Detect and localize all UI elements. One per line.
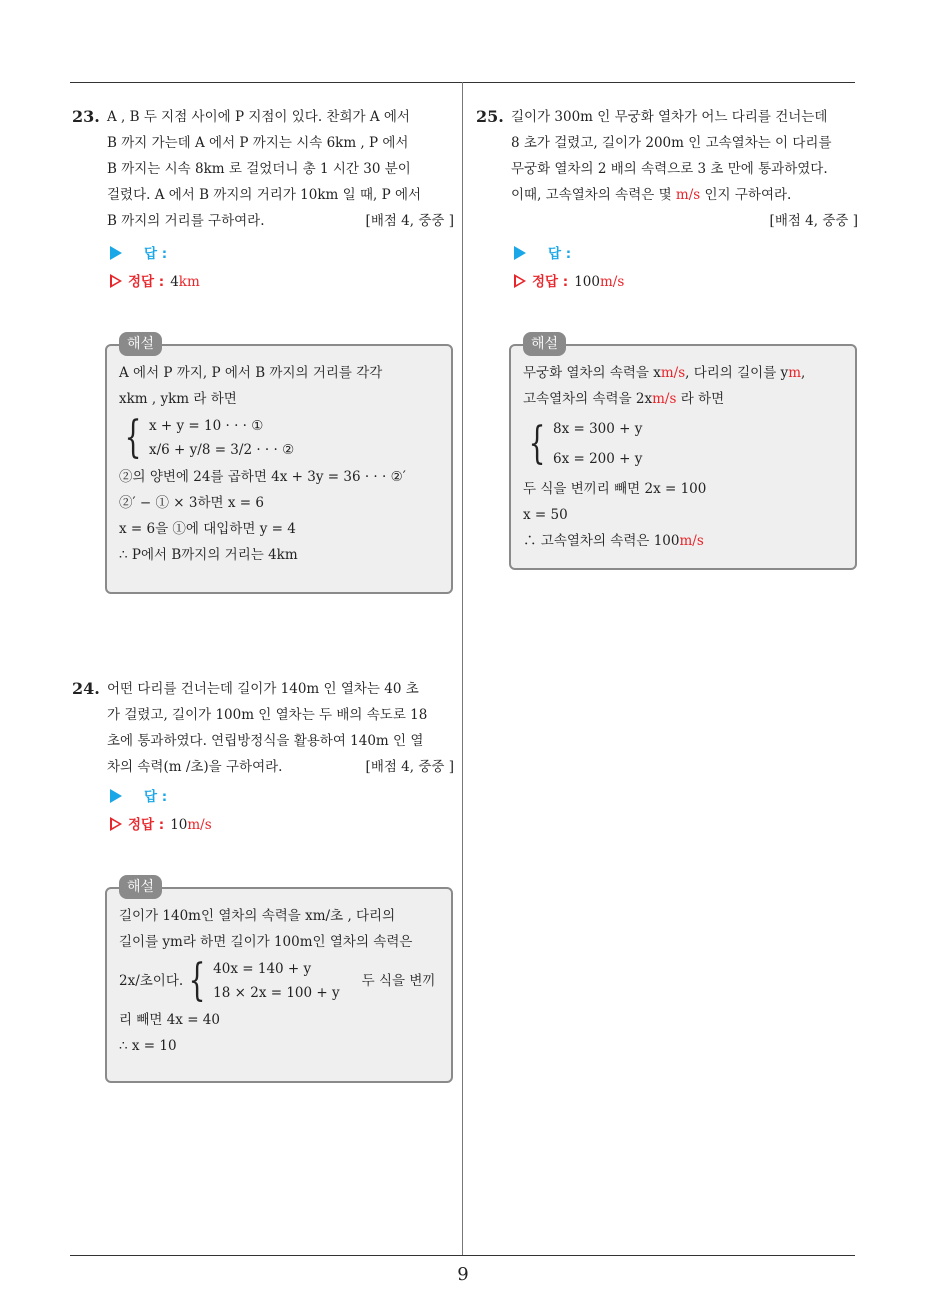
problem-text: 어떤 다리를 건너는데 길이가 140m 인 열차는 40 초 가 걸렸고, 길이가 100m 인 열차는 두 배의 속도로 18 초에 통과하였다. 연립방정식을 활용하여 140m 인 열 차의 속력(m /초)을 구하여라. [배점 4, 중중 ] xyxy=(107,676,454,780)
outline-triangle-icon xyxy=(110,274,122,288)
problem-number: 25. xyxy=(476,107,504,126)
equation-system: { x + y = 10 · · · ① x/6 + y/8 = 3/2 · · · ② xyxy=(124,412,295,463)
page-number: 9 xyxy=(457,1264,469,1285)
correct-answer-row: 정답 : 100m/s xyxy=(514,270,624,290)
play-triangle-icon xyxy=(514,246,526,260)
solution-tag: 해설 xyxy=(119,875,162,899)
score-tag: [배점 4, 중중 ] xyxy=(365,213,454,229)
outline-triangle-icon xyxy=(514,274,526,288)
problem-number: 23. xyxy=(72,107,100,126)
score-tag: [배점 4, 중중 ] xyxy=(365,759,454,775)
solution-box: 해설 길이가 140m인 열차의 속력을 xm/초 , 다리의 길이를 ym라 하면 길이가 100m인 열차의 속력은 2x/초이다. { 40x = 140 + y 18 × 2x = 100 + y 두 식을 변끼 리 빼면 4x = 40 ∴ x = 10 xyxy=(105,887,453,1083)
play-triangle-icon xyxy=(110,246,122,260)
score-tag: [배점 4, 중중 ] xyxy=(769,213,858,229)
answer-row: 답 : xyxy=(110,242,167,262)
answer-row: 답 : xyxy=(110,785,167,805)
solution-tag: 해설 xyxy=(523,332,566,356)
problem-23 xyxy=(72,104,454,234)
solution-tag: 해설 xyxy=(119,332,162,356)
problem-text: 길이가 300m 인 무궁화 열차가 어느 다리를 건너는데 8 초가 걸렸고, 길이가 200m 인 고속열차는 이 다리를 무궁화 열차의 2 배의 속력으로 3 초 만에 통과하였다. 이때, 고속열차의 속력은 몇 m/s 인지 구하여라. [배점 4, 중중 ] xyxy=(511,109,858,229)
problem-number: 24. xyxy=(72,679,100,698)
problem-25 xyxy=(476,104,858,234)
correct-answer-row: 정답 : 10m/s xyxy=(110,813,212,833)
equation-system: 2x/초이다. { 40x = 140 + y 18 × 2x = 100 + y 두 식을 변끼 xyxy=(119,955,436,1006)
play-triangle-icon xyxy=(110,789,122,803)
problem-text: A , B 두 지점 사이에 P 지점이 있다. 찬희가 A 에서 B 까지 가는데 A 에서 P 까지는 시속 6km , P 에서 B 까지는 시속 8km 로 걸었더니 총 1 시간 30 분이 걸렸다. A 에서 B 까지의 거리가 10km 일 때, P 에서 B 까지의 거리를 구하여라. [배점 4, 중중 ] xyxy=(107,104,454,234)
solution-box: 해설 A 에서 P 까지, P 에서 B 까지의 거리를 각각 xkm , ykm 라 하면 { x + y = 10 · · · ① x/6 + y/8 = 3/2 · · · ② ②의 양변에 24를 곱하면 4x + 3y = 36 · · · ②′ ②′ − ① × 3하면 x = 6 x = 6을 ①에 대입하면 y = 4 ∴ P에서 B까지의 거리는 4km xyxy=(105,344,453,594)
correct-answer-row: 정답 : 4km xyxy=(110,270,200,290)
bottom-rule xyxy=(70,1255,855,1256)
problem-24 xyxy=(72,676,454,780)
column-divider xyxy=(462,82,463,1256)
solution-box: 해설 무궁화 열차의 속력을 xm/s, 다리의 길이를 ym, 고속열차의 속력을 2xm/s 라 하면 { 8x = 300 + y 6x = 200 + y 두 식을 변끼리 빼면 2x = 100 x = 50 ∴ 고속열차의 속력은 100m/s xyxy=(509,344,857,570)
equation-system: { 8x = 300 + y 6x = 200 + y xyxy=(528,418,643,469)
answer-row: 답 : xyxy=(514,242,571,262)
outline-triangle-icon xyxy=(110,817,122,831)
